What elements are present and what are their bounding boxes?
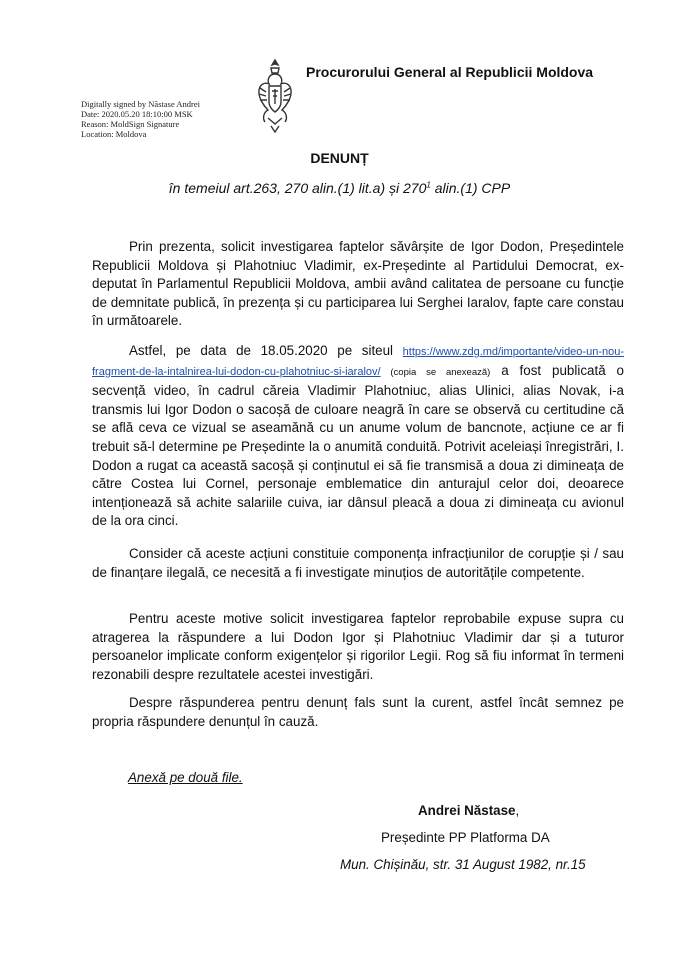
legal-basis bbox=[0, 180, 679, 196]
paragraph-3-text: Consider că aceste acțiuni constituie componența infracțiunilor de corupție și / sau de finanțare ilegală, ce necesită a fi investigate minuțios de autoritățile competente. bbox=[92, 546, 624, 580]
signature-signer: Digitally signed by Năstase Andrei bbox=[81, 99, 200, 109]
document-title: DENUNȚ bbox=[310, 150, 369, 166]
legal-basis-text-end: alin.(1) CPP bbox=[430, 180, 511, 196]
paragraph-2-rest: a fost publicată o secvență video, în cadrul căreia Vladimir Plahotniuc, alias Ulinici, alias Novak, i-a transmis lui Igor Dodon o sacoșă de culoare neagră în care se observă cu certitudine că se află ceva ce vizual se aseamănă cu un anume volum de bancnote, acțiune ce ar fi trebuit să-l determine pe Președinte la o anumită conduită. Potrivit aceleiași înregistrări, I. Dodon a rugat ca această sacoșă și conținutul ei să fie transmisă a doua zi dimineața de către Costea lui Cornel, personaje emblematice din anturajul celor doi, deoarece intenționează să achite salariile cuiva, iar dânsul pleacă a doua zi dimineața cu avionul de la ora cinci. bbox=[92, 362, 624, 529]
paragraph-1 bbox=[92, 238, 624, 331]
paragraph-1-text: Prin prezenta, solicit investigarea faptelor săvârșite de Igor Dodon, Președintele Republicii Moldova și Plahotniuc Vladimir, ex-Președinte al Partidului Democrat, ex-deputat în Parlamentul Republicii Moldova, ambii având calitatea de persoane cu funcție de demnitate publică, în prezența și cu participarea lui Serghei Iaralov, fapte care constau în următoarele. bbox=[92, 239, 624, 329]
paragraph-3 bbox=[92, 545, 624, 582]
digital-signature-block bbox=[81, 99, 200, 139]
legal-basis-text: în temeiul art.263, 270 alin.(1) lit.a) și 270 bbox=[168, 180, 427, 196]
author-address: Mun. Chișinău, str. 31 August 1982, nr.15 bbox=[340, 857, 586, 872]
recipient-header: Procurorului General al Republicii Moldova bbox=[306, 64, 594, 80]
paragraph-5-text: Despre răspunderea pentru denunț fals sunt la curent, astfel încât semnez pe propria răspundere denunțul în cauză. bbox=[92, 695, 624, 729]
paragraph-2 bbox=[92, 342, 624, 531]
author-name-text: Andrei Năstase bbox=[418, 803, 516, 818]
signature-date: Date: 2020.05.20 18:10:00 MSK bbox=[81, 109, 193, 119]
legal-basis-superscript: 1 bbox=[426, 180, 431, 190]
annex-note: Anexă pe două file. bbox=[128, 770, 243, 785]
article-link[interactable]: https://www.zdg.md/importante/video-un-nou-fragment-de-la-intalnirea-lui-dodon-cu-plahotniuc-si-iaralov/ bbox=[92, 346, 624, 378]
copy-note: (copia se anexează) bbox=[380, 366, 491, 378]
paragraph-4 bbox=[92, 610, 624, 684]
author-role: Președinte PP Platforma DA bbox=[381, 830, 550, 845]
paragraph-2-start: Astfel, pe data de 18.05.2020 pe siteul bbox=[129, 343, 403, 358]
author-name-comma: , bbox=[515, 803, 520, 818]
paragraph-5 bbox=[92, 694, 624, 731]
coat-of-arms-icon bbox=[256, 58, 294, 136]
paragraph-2-text bbox=[92, 342, 624, 531]
author-name bbox=[418, 803, 519, 818]
signature-location: Location: Moldova bbox=[81, 129, 147, 139]
signature-reason: Reason: MoldSign Signature bbox=[81, 119, 180, 129]
paragraph-4-text: Pentru aceste motive solicit investigarea faptelor reprobabile expuse supra cu atragerea la răspundere a lui Dodon Igor și Plahotniuc Vladimir dar și a tuturor persoanelor implicate conform exigențelor și rigorilor Legii. Rog să fiu informat în termeni rezonabili despre rezultatele acestei investigări. bbox=[92, 611, 624, 682]
